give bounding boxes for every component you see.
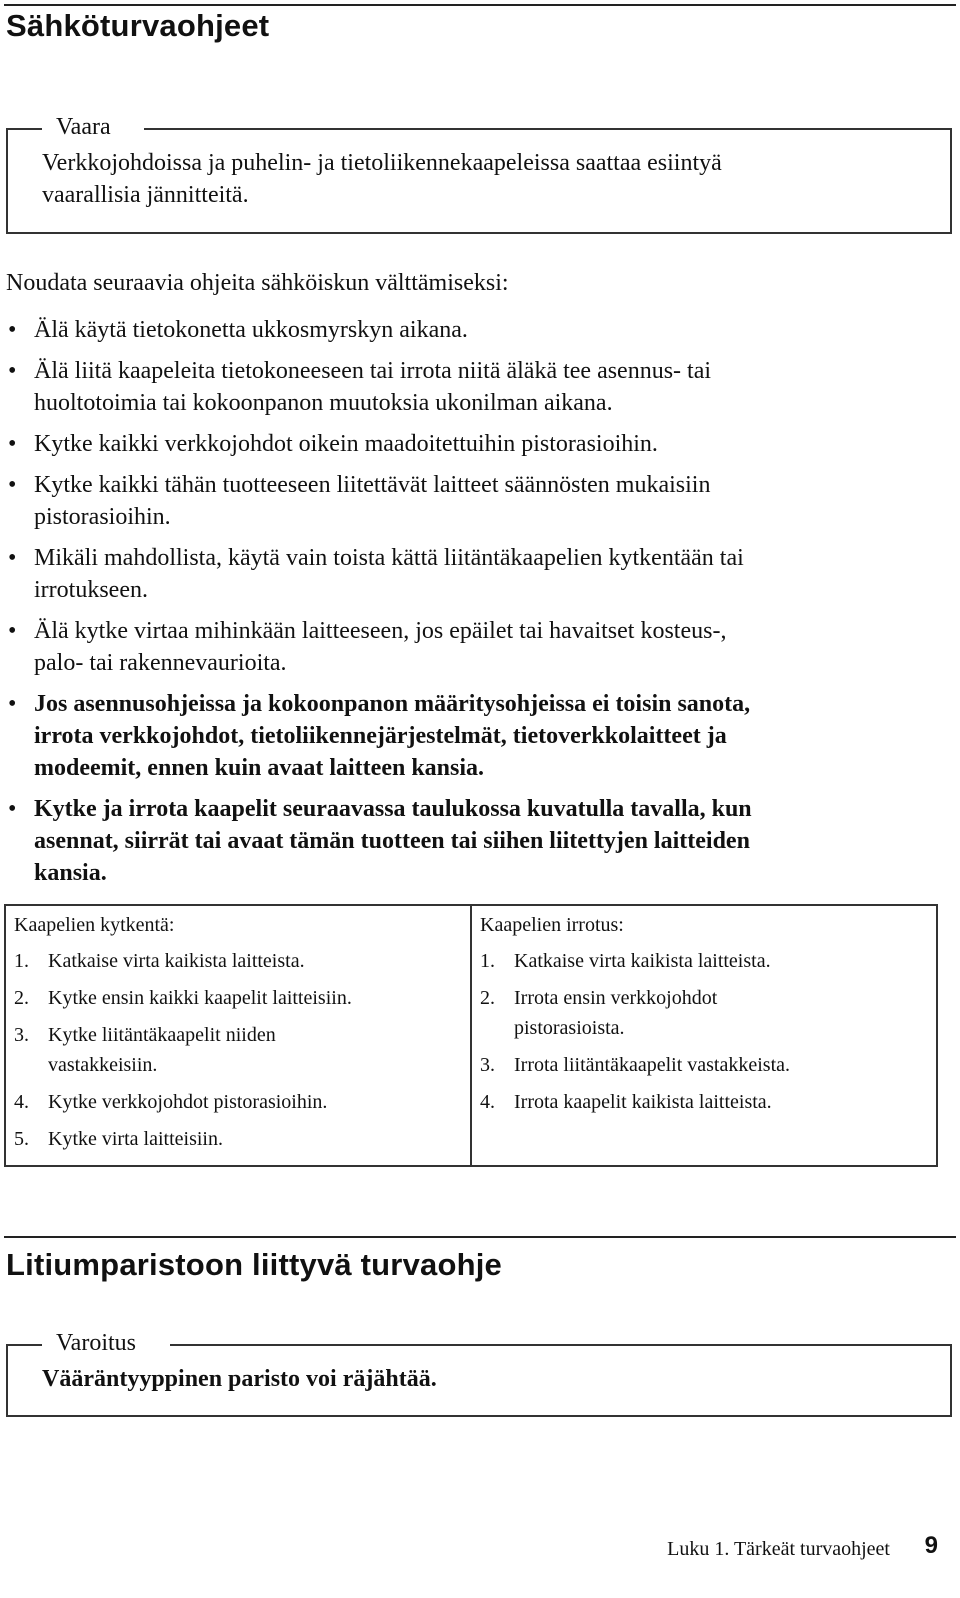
list-item xyxy=(14,1124,462,1154)
bullet-icon: • xyxy=(8,618,17,644)
list-item xyxy=(480,1087,928,1117)
list-item-line: Älä liitä kaapeleita tietokoneeseen tai irrota niitä äläkä tee asennus- tai xyxy=(34,358,712,384)
footer-chapter: Luku 1. Tärkeät turvaohjeet xyxy=(667,1538,890,1560)
danger-notice-box xyxy=(6,114,952,234)
caution-notice-line: Vääräntyyppinen paristo voi räjähtää. xyxy=(42,1366,437,1392)
step-number: 1. xyxy=(14,950,29,972)
cable-procedure-table xyxy=(4,904,938,1167)
connect-steps xyxy=(14,946,462,1154)
danger-notice-line: vaarallisia jännitteitä. xyxy=(42,182,249,208)
list-item-line: Kytke kaikki tähän tuotteeseen liitettävät laitteet säännösten mukaisiin xyxy=(34,472,711,498)
list-item-line: kansia. xyxy=(34,860,107,886)
step-number: 3. xyxy=(480,1054,495,1076)
list-item-line: asennat, siirrät tai avaat tämän tuotteen tai siihen liitettyjen laitteiden xyxy=(34,828,750,854)
list-item-line: Älä käytä tietokonetta ukkosmyrskyn aikana. xyxy=(34,317,468,343)
bullet-icon: • xyxy=(8,796,17,822)
step-number: 1. xyxy=(480,950,495,972)
list-item xyxy=(6,542,950,606)
step-number: 5. xyxy=(14,1128,29,1150)
caution-notice-text xyxy=(42,1363,936,1395)
section-title-electrical-safety: Sähköturvaohjeet xyxy=(6,8,270,43)
danger-notice-label: Vaara xyxy=(54,114,117,141)
step-line: pistorasioista. xyxy=(514,1017,625,1039)
disconnect-steps xyxy=(480,946,928,1117)
step-number: 4. xyxy=(14,1091,29,1113)
caution-notice-box xyxy=(6,1330,952,1417)
list-item-line: irrotukseen. xyxy=(34,577,148,603)
bullet-icon: • xyxy=(8,358,17,384)
danger-notice-line: Verkkojohdoissa ja puhelin- ja tietoliikennekaapeleissa saattaa esiintyä xyxy=(42,150,722,176)
section-rule xyxy=(4,1236,956,1238)
step-line: Kytke virta laitteisiin. xyxy=(48,1128,223,1150)
disconnect-column xyxy=(471,905,937,1166)
step-line: Irrota kaapelit kaikista laitteista. xyxy=(514,1091,772,1113)
notice-frame-right-segment xyxy=(170,1344,952,1346)
step-line: vastakkeisiin. xyxy=(48,1054,158,1076)
step-line: Irrota liitäntäkaapelit vastakkeista. xyxy=(514,1054,790,1076)
list-item-line: pistorasioihin. xyxy=(34,504,171,530)
page-number: 9 xyxy=(924,1532,938,1559)
safety-bullet-list xyxy=(6,314,950,898)
section-title-lithium-battery: Litiumparistoon liittyvä turvaohje xyxy=(6,1247,502,1282)
connect-column xyxy=(5,905,471,1166)
step-line: Kytke liitäntäkaapelit niiden xyxy=(48,1024,276,1046)
list-item-line: Mikäli mahdollista, käytä vain toista kättä liitäntäkaapelien kytkentään tai xyxy=(34,545,744,571)
list-item xyxy=(480,946,928,976)
list-item xyxy=(6,428,950,460)
step-line: Katkaise virta kaikista laitteista. xyxy=(48,950,305,972)
list-item xyxy=(6,615,950,679)
list-item-line: Älä kytke virtaa mihinkään laitteeseen, jos epäilet tai havaitset kosteus-, xyxy=(34,618,727,644)
bullet-icon: • xyxy=(8,317,17,343)
top-rule xyxy=(4,4,956,6)
step-number: 3. xyxy=(14,1024,29,1046)
list-item xyxy=(480,983,928,1043)
list-item xyxy=(6,793,950,889)
step-line: Kytke verkkojohdot pistorasioihin. xyxy=(48,1091,328,1113)
bullet-icon: • xyxy=(8,472,17,498)
list-item-line: irrota verkkojohdot, tietoliikennejärjestelmät, tietoverkkolaitteet ja xyxy=(34,723,727,749)
list-item xyxy=(14,1087,462,1117)
notice-frame-left-segment xyxy=(6,128,42,130)
step-line: Kytke ensin kaikki kaapelit laitteisiin. xyxy=(48,987,352,1009)
instructions-intro: Noudata seuraavia ohjeita sähköiskun välttämiseksi: xyxy=(6,270,509,296)
list-item xyxy=(6,314,950,346)
list-item-line: modeemit, ennen kuin avaat laitteen kansia. xyxy=(34,755,485,781)
step-number: 2. xyxy=(14,987,29,1009)
list-item xyxy=(14,983,462,1013)
bullet-icon: • xyxy=(8,691,17,717)
list-item xyxy=(14,1020,462,1080)
danger-notice-text xyxy=(42,147,936,211)
step-number: 2. xyxy=(480,987,495,1009)
list-item-line: Jos asennusohjeissa ja kokoonpanon määritysohjeissa ei toisin sanota, xyxy=(34,691,751,717)
connect-column-header: Kaapelien kytkentä: xyxy=(14,914,175,936)
notice-frame-right-segment xyxy=(144,128,952,130)
notice-frame-left-segment xyxy=(6,1344,42,1346)
list-item-line: Kytke kaikki verkkojohdot oikein maadoitettuihin pistorasioihin. xyxy=(34,431,658,457)
list-item xyxy=(14,946,462,976)
step-line: Katkaise virta kaikista laitteista. xyxy=(514,950,771,972)
bullet-icon: • xyxy=(8,545,17,571)
list-item-line: huoltotoimia tai kokoonpanon muutoksia ukonilman aikana. xyxy=(34,390,613,416)
list-item-line: Kytke ja irrota kaapelit seuraavassa taulukossa kuvatulla tavalla, kun xyxy=(34,796,752,822)
list-item xyxy=(480,1050,928,1080)
disconnect-column-header: Kaapelien irrotus: xyxy=(480,914,624,936)
list-item-line: palo- tai rakennevaurioita. xyxy=(34,650,287,676)
bullet-icon: • xyxy=(8,431,17,457)
list-item xyxy=(6,688,950,784)
list-item xyxy=(6,355,950,419)
list-item xyxy=(6,469,950,533)
step-line: Irrota ensin verkkojohdot xyxy=(514,987,718,1009)
caution-notice-label: Varoitus xyxy=(54,1330,142,1357)
step-number: 4. xyxy=(480,1091,495,1113)
